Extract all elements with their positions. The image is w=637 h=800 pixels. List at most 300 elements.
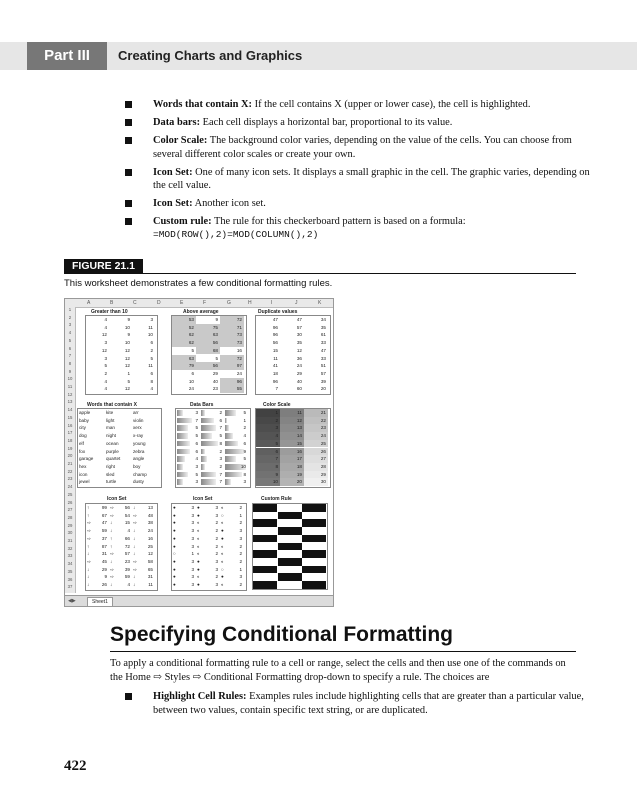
cell[interactable]: xerx <box>133 425 142 431</box>
row-header[interactable]: 9 <box>68 368 72 374</box>
cell[interactable]: 72 <box>236 317 242 322</box>
cell[interactable]: 21 <box>320 410 326 415</box>
cell[interactable]: 23 <box>124 558 130 564</box>
cell[interactable]: 5 <box>215 355 218 361</box>
cell[interactable]: 2 <box>219 463 222 469</box>
cell[interactable]: 1 <box>275 410 278 415</box>
checker-cell[interactable] <box>278 573 302 581</box>
cell[interactable]: 6 <box>150 370 153 376</box>
row-header[interactable]: 22 <box>67 468 73 474</box>
checker-cell[interactable] <box>278 527 302 535</box>
row-header[interactable]: 3 <box>68 322 72 328</box>
row-header[interactable]: 23 <box>67 476 73 482</box>
checker-cell[interactable] <box>253 581 277 589</box>
cell[interactable]: 75 <box>212 324 218 330</box>
cell[interactable]: 8 <box>275 463 278 469</box>
cell[interactable]: 3 <box>191 558 194 564</box>
cell[interactable]: 3 <box>195 410 198 415</box>
cell[interactable]: 3 <box>150 317 153 322</box>
cell[interactable]: 3 <box>219 456 222 462</box>
cell[interactable]: 96 <box>272 378 278 384</box>
cell[interactable]: 3 <box>215 512 218 518</box>
cell[interactable]: 7 <box>219 479 222 485</box>
cell[interactable]: 51 <box>320 363 326 369</box>
row-header[interactable]: 33 <box>67 553 73 559</box>
column-header[interactable]: F <box>203 300 207 306</box>
cell[interactable]: 18 <box>272 370 278 376</box>
column-header[interactable]: E <box>180 300 184 306</box>
row-header[interactable]: 26 <box>67 499 73 505</box>
cell[interactable]: 11 <box>148 582 153 587</box>
cell[interactable]: 8 <box>150 378 153 384</box>
cell[interactable]: 57 <box>296 324 302 330</box>
cell[interactable]: 10 <box>272 479 278 485</box>
cell[interactable]: 23 <box>320 425 326 431</box>
checker-cell[interactable] <box>302 504 326 512</box>
row-header[interactable]: 27 <box>67 507 73 513</box>
cell[interactable]: 72 <box>236 355 242 361</box>
cell[interactable]: 3 <box>191 512 194 518</box>
cell[interactable]: 47 <box>272 317 278 322</box>
cell[interactable]: 62 <box>188 340 194 346</box>
cell[interactable]: 7 <box>195 417 198 423</box>
cell[interactable]: 3 <box>191 520 194 526</box>
cell[interactable]: 12 <box>124 363 130 369</box>
cell[interactable]: right <box>106 463 115 469</box>
column-header[interactable]: K <box>318 300 322 306</box>
cell[interactable]: 2 <box>239 543 242 549</box>
cell[interactable]: 29 <box>320 471 326 477</box>
cell[interactable]: hex <box>79 463 87 469</box>
cell[interactable]: 8 <box>243 471 246 477</box>
cell[interactable]: 20 <box>320 386 326 392</box>
cell[interactable]: dog <box>79 433 87 439</box>
row-header[interactable]: 30 <box>67 530 73 536</box>
cell[interactable]: 3 <box>239 528 242 534</box>
cell[interactable]: fox <box>79 448 86 454</box>
cell[interactable]: 47 <box>101 520 107 526</box>
tab-nav-arrows-icon[interactable]: ◀▶ <box>68 598 76 604</box>
row-header[interactable]: 7 <box>68 353 72 359</box>
cell[interactable]: 3 <box>191 505 194 510</box>
column-header[interactable]: G <box>227 300 231 306</box>
cell[interactable]: 11 <box>297 410 302 415</box>
cell[interactable]: 6 <box>195 448 198 454</box>
cell[interactable]: 56 <box>124 505 130 510</box>
cell[interactable]: 33 <box>320 355 326 361</box>
row-header[interactable]: 4 <box>68 330 72 336</box>
cell[interactable]: 3 <box>275 425 278 431</box>
cell[interactable]: 5 <box>127 378 130 384</box>
checker-cell[interactable] <box>253 535 277 543</box>
cell[interactable]: 3 <box>104 355 107 361</box>
cell[interactable]: 5 <box>195 433 198 439</box>
cell[interactable]: angle <box>133 456 145 462</box>
cell[interactable]: x-ray <box>133 433 144 439</box>
checker-cell[interactable] <box>253 504 277 512</box>
cell[interactable]: 39 <box>124 566 130 572</box>
cell[interactable]: 1 <box>127 370 130 376</box>
row-header[interactable]: 8 <box>68 360 72 366</box>
cell[interactable]: 9 <box>215 317 218 322</box>
cell[interactable]: 30 <box>296 332 302 338</box>
cell[interactable]: 24 <box>147 528 153 534</box>
cell[interactable]: 13 <box>147 505 153 510</box>
checker-cell[interactable] <box>253 519 277 527</box>
cell[interactable]: 5 <box>191 347 194 353</box>
row-header[interactable]: 15 <box>67 414 73 420</box>
cell[interactable]: 36 <box>296 355 302 361</box>
cell[interactable]: 3 <box>215 566 218 572</box>
cell[interactable]: icon <box>79 471 88 477</box>
cell[interactable]: 18 <box>296 463 302 469</box>
cell[interactable]: 6 <box>219 417 222 423</box>
cell[interactable]: 12 <box>101 347 107 353</box>
cell[interactable]: 1 <box>239 566 242 572</box>
cell[interactable]: 10 <box>147 332 153 338</box>
row-header[interactable]: 10 <box>67 376 73 382</box>
cell[interactable]: 3 <box>191 566 194 572</box>
row-header[interactable]: 5 <box>68 337 72 343</box>
row-header[interactable]: 6 <box>68 345 72 351</box>
cell[interactable]: 5 <box>195 425 198 431</box>
cell[interactable]: 40 <box>296 378 302 384</box>
row-header[interactable]: 13 <box>67 399 73 405</box>
cell[interactable]: garage <box>79 456 94 462</box>
cell[interactable]: 11 <box>148 324 153 330</box>
cell[interactable]: 10 <box>124 340 130 346</box>
cell[interactable]: 58 <box>147 558 153 564</box>
cell[interactable]: 97 <box>236 363 242 369</box>
cell[interactable]: 63 <box>212 332 218 338</box>
cell[interactable]: boy <box>133 463 141 469</box>
cell[interactable]: 5 <box>243 456 246 462</box>
cell[interactable]: baby <box>79 417 89 423</box>
row-header[interactable]: 36 <box>67 576 73 582</box>
checker-cell[interactable] <box>302 550 326 558</box>
cell[interactable]: 17 <box>296 456 302 462</box>
cell[interactable]: 87 <box>101 543 107 549</box>
checker-cell[interactable] <box>278 558 302 566</box>
cell[interactable]: 11 <box>148 363 153 369</box>
row-header[interactable]: 25 <box>67 491 73 497</box>
cell[interactable]: 7 <box>275 456 278 462</box>
cell[interactable]: 59 <box>124 574 130 580</box>
cell[interactable]: 15 <box>124 520 130 526</box>
column-header[interactable]: D <box>157 300 161 306</box>
cell[interactable]: 68 <box>212 347 218 353</box>
cell[interactable]: arr <box>133 410 139 415</box>
cell[interactable]: 15 <box>272 347 278 353</box>
cell[interactable]: 12 <box>147 551 153 557</box>
cell[interactable]: 35 <box>320 324 326 330</box>
checker-cell[interactable] <box>302 535 326 543</box>
row-header[interactable]: 11 <box>67 384 73 389</box>
cell[interactable]: 2 <box>239 551 242 557</box>
cell[interactable]: 52 <box>188 324 194 330</box>
row-header[interactable]: 14 <box>67 407 73 413</box>
cell[interactable]: 12 <box>124 355 130 361</box>
cell[interactable]: 2 <box>215 535 218 541</box>
cell[interactable]: 3 <box>191 535 194 541</box>
cell[interactable]: 2 <box>239 582 242 587</box>
cell[interactable]: 37 <box>101 535 107 541</box>
cell[interactable]: 9 <box>243 448 246 454</box>
column-header[interactable]: H <box>248 300 252 306</box>
cell[interactable]: 4 <box>127 528 130 534</box>
cell[interactable]: 26 <box>320 448 326 454</box>
cell[interactable]: 4 <box>127 582 130 587</box>
column-header[interactable]: A <box>87 300 91 306</box>
cell[interactable]: 2 <box>215 528 218 534</box>
cell[interactable]: 29 <box>296 370 302 376</box>
cell[interactable]: 1 <box>243 417 246 423</box>
cell[interactable]: 22 <box>320 417 326 423</box>
cell[interactable]: 71 <box>236 324 242 330</box>
cell[interactable]: 3 <box>195 463 198 469</box>
cell[interactable]: 31 <box>147 574 153 580</box>
cell[interactable]: 61 <box>320 332 326 338</box>
cell[interactable]: 39 <box>320 378 326 384</box>
cell[interactable]: 3 <box>195 479 198 485</box>
column-header[interactable]: J <box>295 300 298 306</box>
cell[interactable]: kite <box>106 410 114 415</box>
cell[interactable]: 62 <box>188 332 194 338</box>
cell[interactable]: 4 <box>195 456 198 462</box>
cell[interactable]: 25 <box>147 543 153 549</box>
cell[interactable]: 47 <box>320 347 326 353</box>
checker-cell[interactable] <box>302 519 326 527</box>
cell[interactable]: 57 <box>124 551 130 557</box>
row-header[interactable]: 18 <box>67 437 73 443</box>
cell[interactable]: night <box>106 433 116 439</box>
sheet-tab[interactable]: Sheet1 <box>87 597 113 607</box>
cell[interactable]: 2 <box>275 417 278 423</box>
cell[interactable]: 25 <box>320 440 326 446</box>
cell[interactable]: 4 <box>275 433 278 439</box>
cell[interactable]: apple <box>79 410 91 415</box>
cell[interactable]: 2 <box>104 370 107 376</box>
cell[interactable]: 16 <box>236 347 242 353</box>
cell[interactable]: 10 <box>240 463 246 469</box>
row-header[interactable]: 17 <box>67 430 73 436</box>
checker-cell[interactable] <box>278 543 302 551</box>
cell[interactable]: 5 <box>243 410 246 415</box>
cell[interactable]: 3 <box>104 340 107 346</box>
cell[interactable]: quartet <box>106 456 121 462</box>
row-header[interactable]: 34 <box>67 561 73 567</box>
row-header[interactable]: 31 <box>67 538 73 543</box>
cell[interactable]: 5 <box>275 440 278 446</box>
cell[interactable]: 55 <box>236 386 242 392</box>
row-header[interactable]: 2 <box>68 314 72 320</box>
cell[interactable]: 48 <box>147 512 153 518</box>
row-header[interactable]: 28 <box>67 514 73 520</box>
cell[interactable]: 9 <box>127 332 130 338</box>
cell[interactable]: 4 <box>104 378 107 384</box>
row-header[interactable]: 29 <box>67 522 73 528</box>
cell[interactable]: zebra <box>133 448 145 454</box>
cell[interactable]: 57 <box>320 370 326 376</box>
cell[interactable]: 4 <box>150 386 153 392</box>
cell[interactable]: 9 <box>127 317 130 322</box>
cell[interactable]: 12 <box>101 332 107 338</box>
cell[interactable]: 4 <box>104 317 107 322</box>
row-header[interactable]: 19 <box>67 445 73 451</box>
cell[interactable]: 6 <box>191 370 194 376</box>
cell[interactable]: 6 <box>150 340 153 346</box>
cell[interactable]: 2 <box>239 505 242 510</box>
cell[interactable]: jewel <box>79 479 90 485</box>
cell[interactable]: 12 <box>124 347 130 353</box>
cell[interactable]: 60 <box>296 386 302 392</box>
cell[interactable]: 1 <box>191 551 194 557</box>
cell[interactable]: 16 <box>296 448 302 454</box>
row-header[interactable]: 16 <box>67 422 73 428</box>
cell[interactable]: 10 <box>124 324 130 330</box>
cell[interactable]: 2 <box>243 425 246 431</box>
cell[interactable]: 63 <box>188 355 194 361</box>
cell[interactable]: 2 <box>215 520 218 526</box>
cell[interactable]: 73 <box>236 332 242 338</box>
cell[interactable]: 56 <box>212 363 218 369</box>
cell[interactable]: 33 <box>320 340 326 346</box>
cell[interactable]: turtle <box>106 479 117 485</box>
cell[interactable]: 2 <box>215 543 218 549</box>
cell[interactable]: champ <box>133 471 147 477</box>
cell[interactable]: 5 <box>104 363 107 369</box>
cell[interactable]: 23 <box>212 386 218 392</box>
cell[interactable]: sled <box>106 471 115 477</box>
cell[interactable]: 26 <box>101 582 107 587</box>
cell[interactable]: 15 <box>296 440 302 446</box>
cell[interactable]: 1 <box>239 512 242 518</box>
cell[interactable]: 24 <box>188 386 194 392</box>
cell[interactable]: 34 <box>320 317 326 322</box>
cell[interactable]: 96 <box>272 324 278 330</box>
cell[interactable]: 24 <box>236 370 242 376</box>
cell[interactable]: 6 <box>195 440 198 446</box>
cell[interactable]: 31 <box>101 551 107 557</box>
cell[interactable]: purple <box>106 448 119 454</box>
cell[interactable]: 29 <box>212 370 218 376</box>
cell[interactable]: 3 <box>215 505 218 510</box>
cell[interactable]: ocean <box>106 440 119 446</box>
cell[interactable]: 2 <box>239 520 242 526</box>
cell[interactable]: 96 <box>236 378 242 384</box>
cell[interactable]: 7 <box>219 471 222 477</box>
cell[interactable]: 2 <box>219 448 222 454</box>
cell[interactable]: 41 <box>272 363 278 369</box>
cell[interactable]: 28 <box>320 463 326 469</box>
cell[interactable]: 2 <box>219 410 222 415</box>
cell[interactable]: 14 <box>296 433 302 439</box>
column-header[interactable]: B <box>110 300 114 306</box>
cell[interactable]: 45 <box>101 558 107 564</box>
cell[interactable]: 12 <box>124 386 130 392</box>
row-header[interactable]: 20 <box>67 453 73 459</box>
cell[interactable]: 2 <box>150 347 153 353</box>
cell[interactable]: 59 <box>101 528 107 534</box>
cell[interactable]: 12 <box>296 417 302 423</box>
cell[interactable]: violin <box>133 417 144 423</box>
cell[interactable]: 72 <box>124 543 130 549</box>
cell[interactable]: 24 <box>296 363 302 369</box>
cell[interactable]: 11 <box>273 355 278 361</box>
row-header[interactable]: 12 <box>67 391 73 397</box>
row-header[interactable]: 35 <box>67 568 73 574</box>
cell[interactable]: elf <box>79 440 84 446</box>
cell[interactable]: 7 <box>219 425 222 431</box>
row-header[interactable]: 1 <box>68 307 72 312</box>
cell[interactable]: 6 <box>243 440 246 446</box>
column-header[interactable]: I <box>271 300 273 306</box>
cell[interactable]: 19 <box>296 471 302 477</box>
cell[interactable]: 13 <box>296 425 302 431</box>
cell[interactable]: 29 <box>101 566 107 572</box>
cell[interactable]: 9 <box>275 471 278 477</box>
cell[interactable]: 7 <box>275 386 278 392</box>
cell[interactable]: 54 <box>124 512 130 518</box>
cell[interactable]: dusty <box>133 479 144 485</box>
cell[interactable]: 24 <box>320 433 326 439</box>
cell[interactable]: 4 <box>104 386 107 392</box>
cell[interactable]: 9 <box>104 574 107 580</box>
cell[interactable]: 56 <box>212 340 218 346</box>
row-header[interactable]: 24 <box>67 484 73 490</box>
cell[interactable]: 38 <box>147 520 153 526</box>
row-header[interactable]: 32 <box>67 545 73 551</box>
cell[interactable]: 4 <box>243 433 246 439</box>
cell[interactable]: 67 <box>101 512 107 518</box>
cell[interactable]: 5 <box>195 471 198 477</box>
cell[interactable]: 2 <box>215 551 218 557</box>
row-header[interactable]: 21 <box>67 461 73 466</box>
cell[interactable]: 6 <box>275 448 278 454</box>
cell[interactable]: 2 <box>239 558 242 564</box>
cell[interactable]: young <box>133 440 146 446</box>
cell[interactable]: 16 <box>147 535 153 541</box>
cell[interactable]: 27 <box>320 456 326 462</box>
cell[interactable]: 40 <box>212 378 218 384</box>
cell[interactable]: 73 <box>236 340 242 346</box>
cell[interactable]: 96 <box>272 332 278 338</box>
checker-cell[interactable] <box>278 512 302 520</box>
cell[interactable]: city <box>79 425 86 431</box>
cell[interactable]: 3 <box>239 574 242 580</box>
row-header[interactable]: 37 <box>67 584 73 590</box>
cell[interactable]: 35 <box>296 340 302 346</box>
cell[interactable]: 5 <box>150 355 153 361</box>
cell[interactable]: light <box>106 417 115 423</box>
cell[interactable]: 3 <box>191 528 194 534</box>
cell[interactable]: 53 <box>188 317 194 322</box>
checker-cell[interactable] <box>302 566 326 574</box>
cell[interactable]: 12 <box>296 347 302 353</box>
cell[interactable]: 30 <box>320 479 326 485</box>
cell[interactable]: 3 <box>243 479 246 485</box>
cell[interactable]: 3 <box>191 574 194 580</box>
cell[interactable]: 5 <box>219 433 222 439</box>
cell[interactable]: 47 <box>296 317 302 322</box>
column-header[interactable]: C <box>133 300 137 306</box>
cell[interactable]: 3 <box>239 535 242 541</box>
cell[interactable]: 79 <box>188 363 194 369</box>
cell[interactable]: 4 <box>104 324 107 330</box>
cell[interactable]: man <box>106 425 115 431</box>
cell[interactable]: 3 <box>191 543 194 549</box>
cell[interactable]: 65 <box>147 566 153 572</box>
